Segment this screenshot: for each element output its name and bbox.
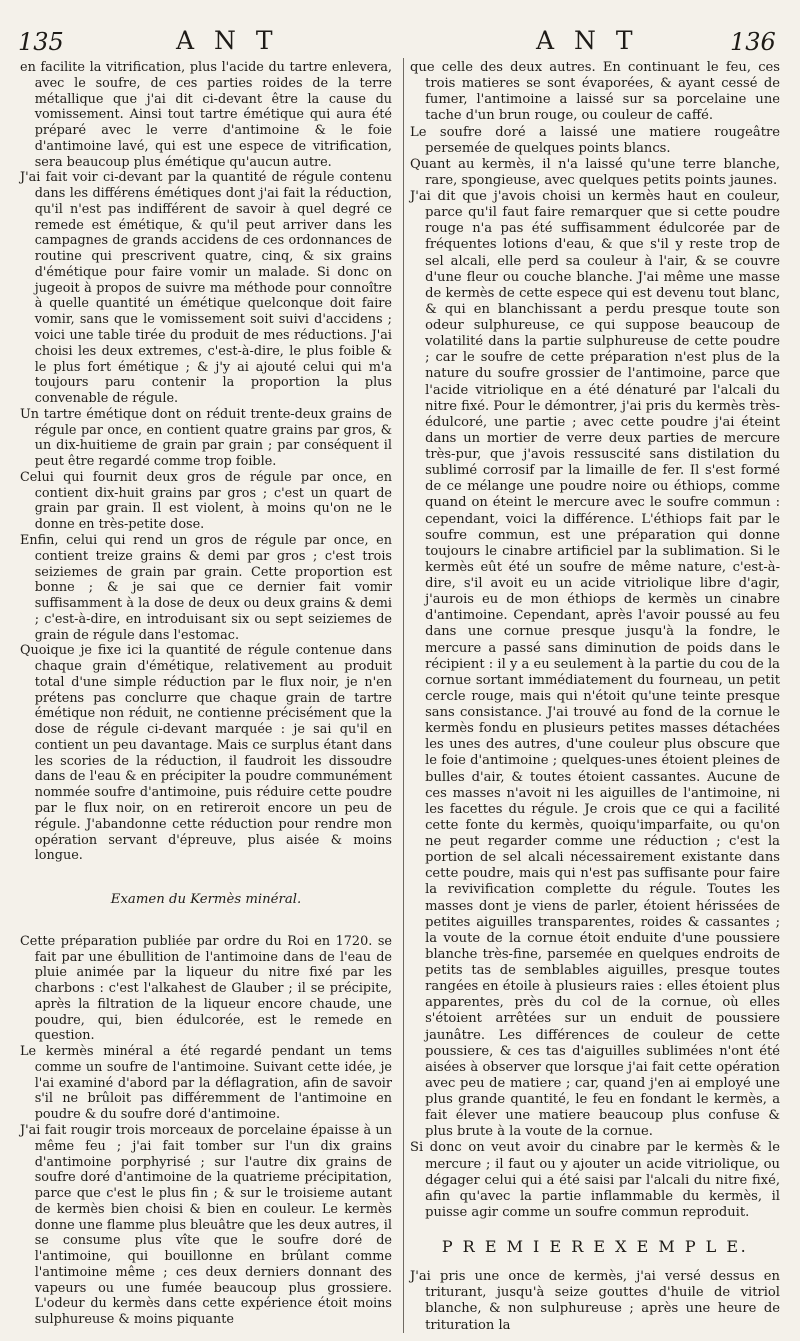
paragraph: que celle des deux autres. En continuant le feu, ces trois matieres se sont évaporées, & ayant cessé de fumer, l'antimoine a laissé sur sa porcelaine une tache d'un brun rouge, ou couleur de caffé. (410, 60, 780, 124)
left-column (20, 60, 392, 1328)
paragraph: Un tartre émétique dont on réduit trente-deux grains de régule par once, en contient quatre grains par gros, & un dix-huitieme de grain par grain ; par conséquent il peut être regardé comme trop foible. (20, 406, 392, 470)
right-page-number: 136 (730, 28, 776, 56)
page-header (0, 0, 800, 56)
paragraph: J'ai fait voir ci-devant par la quantité de régule contenu dans les différens émétiques dont j'ai fait la réduction, qu'il n'est pas indifférent de savoir à quel degré ce remede est émétique, & qu'il peut arriver dans les campagnes de grands accidens de ces ordonnances de routine qui prescrivent quatre, cinq, & six grains d'émétique pour faire vomir un malade. Si donc on jugeoit à propos de suivre ma méthode pour connoître à quelle quantité un émétique quelconque doit faire vomir, sans que le vomissement soit suivi d'accidens ; voici une table tirée du produit de mes réductions. J'ai choisi les deux extremes, c'est-à-dire, le plus foible & le plus fort émétique ; & j'y ai ajouté celui qui m'a toujours paru contenir la proportion la plus convenable de régule. (20, 170, 392, 407)
section-heading-kermes: Examen du Kermès minéral. (110, 892, 302, 908)
right-running-title: A N T (536, 26, 639, 55)
section-heading-premier-exemple: P R E M I E R E X E M P L E. (441, 1237, 749, 1256)
left-running-title: A N T (176, 26, 279, 55)
paragraph: Le kermès minéral a été regardé pendant un tems comme un soufre de l'antimoine. Suivant cette idée, je l'ai examiné d'abord par la déflagration, afin de savoir s'il ne brûloit pas différemment de l'antimoine en poudre & du soufre doré d'antimoine. (20, 1044, 392, 1123)
paragraph: J'ai fait rougir trois morceaux de porcelaine épaisse à un même feu ; j'ai fait tomber sur l'un dix grains d'antimoine porphyrisé ; sur l'autre dix grains de soufre doré d'antimoine de la quatrieme précipitation, parce que c'est le plus fin ; & sur le troisieme autant de kermès bien choisi & bien en couleur. Le kermès donne une flamme plus bleuâtre que les deux autres, il se consume plus vîte que le soufre doré de l'antimoine, qui bouillonne en brûlant comme l'antimoine même ; ces deux derniers donnant des vapeurs ou une fumée beaucoup plus grossiere. L'odeur du kermès dans cette expérience étoit moins sulphureuse & moins piquante (20, 1123, 392, 1328)
paragraph: Le soufre doré a laissé une matiere rougeâtre persemée de quelques points blancs. (410, 124, 780, 156)
paragraph: Quant au kermès, il n'a laissé qu'une terre blanche, rare, spongieuse, avec quelques petits points jaunes. (410, 156, 780, 188)
paragraph: Cette préparation publiée par ordre du Roi en 1720. se fait par une ébullition de l'antimoine dans de l'eau de pluie animée par la liqueur du nitre fixé par les charbons : c'est l'alkahest de Glauber ; il se précipite, après la filtration de la liqueur encore chaude, une poudre, qui, bien édulcorée, est le remede en question. (20, 933, 392, 1044)
left-page-number: 135 (18, 28, 64, 56)
paragraph: Quoique je fixe ici la quantité de régule contenue dans chaque grain d'émétique, relativement au produit total d'une simple réduction par le flux noir, je n'en prétens pas conclurre que chaque grain de tartre émétique non réduit, ne contienne précisément que la dose de régule ci-devant marquée : je sai qu'il en contient un peu davantage. Mais ce surplus étant dans les scories de la réduction, il faudroit les dissoudre dans de l'eau & en précipiter la poudre communément nommée soufre d'antimoine, puis réduire cette poudre par le flux noir, on en retireroit encore un peu de régule. J'abandonne cette réduction pour rendre mon opération servant d'épreuve, plus aisée & moins longue. (20, 643, 392, 864)
paragraph: J'ai dit que j'avois choisi un kermès haut en couleur, parce qu'il faut faire remarquer que si cette poudre rouge n'a pas été suffisamment édulcorée par de fréquentes lotions d'eau, & que s'il y reste trop de sel alcali, elle perd sa couleur à l'air, & se couvre d'une fleur ou couche blanche. J'ai même une masse de kermès de cette espece qui est devenu tout blanc, & qui en blanchissant a perdu presque toute son odeur sulphureuse, ce qui suppose beaucoup de volatilité dans la partie sulphureuse de cette poudre ; car le soufre de cette préparation n'est plus de la nature du soufre grossier de l'antimoine, parce que l'acide vitriolique en a été dénaturé par l'alcali du nitre fixé. Pour le démontrer, j'ai pris du kermès très-édulcoré, une partie ; avec cette poudre j'ai éteint dans un mortier de verre deux parties de mercure très-pur, que j'avois ressuscité sans distilation du sublimé corrosif par la limaille de fer. Il s'est formé de ce mélange une poudre noire ou éthiops, comme quand on éteint le mercure avec le soufre commun : cependant, voici la différence. L'éthiops fait par le soufre commun, est une préparation qui donne toujours le cinabre artificiel par la sublimation. Si le kermès eût été un soufre de même nature, c'est-à-dire, s'il avoit eu un acide vitriolique libre d'agir, j'aurois eu de mon éthiops de kermès un cinabre d'antimoine. Cependant, après l'avoir poussé au feu dans une cornue presque jusqu'à la fondre, le mercure a passé sans diminution de poids dans le récipient : il y a eu seulement à la partie du cou de la cornue sortant immédiatement du fourneau, un petit cercle rouge, mais qui n'étoit qu'une teinte presque sans consistance. J'ai trouvé au fond de la cornue le kermès fondu en plusieurs petites masses détachées les unes des autres, d'une couleur plus obscure que le foie d'antimoine ; quelques-unes étoient pleines de bulles d'air, & toutes étoient cassantes. Aucune de ces masses n'avoit ni les aiguilles de l'antimoine, ni les facettes du régule. Je crois que ce qui a facilité cette fonte du kermès, quoiqu'imparfaite, ou qu'on ne peut regarder comme une réduction ; c'est la portion de sel alcali nécessairement existante dans cette poudre, mais qui n'est pas suffisante pour faire la revivification complette du régule. Toutes les masses dont je viens de parler, étoient hérissées de petites aiguilles transparentes, roides & cassantes ; la voute de la cornue étoit enduite d'une poussiere blanche très-fine, parsemée en quelques endroits de petits tas de semblables aiguilles, presque toutes rangées en étoile à plusieurs raies : elles étoient plus apparentes, près du col de la cornue, où elles s'étoient arrêtées sur un enduit de poussiere jaunâtre. Les différences de couleur de cette poussiere, & ces tas d'aiguilles sublimées n'ont été aisées à observer que lorsque j'ai fait cette opération avec peu de matiere ; car, quand j'en ai employé une plus grande quantité, le feu en fondant le kermès, a fait élever une matiere beaucoup plus confuse & plus brute à la voute de la cornue. (410, 189, 780, 1140)
paragraph: Enfin, celui qui rend un gros de régule par once, en contient treize grains & demi par gros ; c'est trois seiziemes de grain par grain. Cette proportion est bonne ; & je sai que ce dernier fait vomir suffisamment à la dose de deux ou deux grains & demi ; c'est-à-dire, en introduisant six ou sept seiziemes de grain de régule dans l'estomac. (20, 532, 392, 643)
column-divider (403, 58, 404, 1333)
paragraph: en facilite la vitrification, plus l'acide du tartre enlevera, avec le soufre, de ces parties roides de la terre métallique que j'ai dit ci-devant être la cause du vomissement. Ainsi tout tartre émétique qui aura été préparé avec le verre d'antimoine & le foie d'antimoine lavé, qui est une espece de vitrification, sera beaucoup plus émétique qu'aucun autre. (20, 60, 392, 170)
paragraph: J'ai pris une once de kermès, j'ai versé dessus en triturant, jusqu'à seize gouttes d'huile de vitriol blanche, & non sulphureuse ; après une heure de trituration la (410, 1269, 780, 1333)
paragraph: Si donc on veut avoir du cinabre par le kermès & le mercure ; il faut ou y ajouter un acide vitriolique, ou dégager celui qui a été saisi par l'alcali du nitre fixé, afin qu'avec la partie inflammable du kermès, il puisse agir comme un soufre commun reproduit. (410, 1140, 780, 1220)
right-column (410, 60, 780, 1334)
paragraph: Celui qui fournit deux gros de régule par once, en contient dix-huit grains par gros ; c'est un quart de grain par grain. Il est violent, à moins qu'on ne le donne en très-petite dose. (20, 469, 392, 533)
